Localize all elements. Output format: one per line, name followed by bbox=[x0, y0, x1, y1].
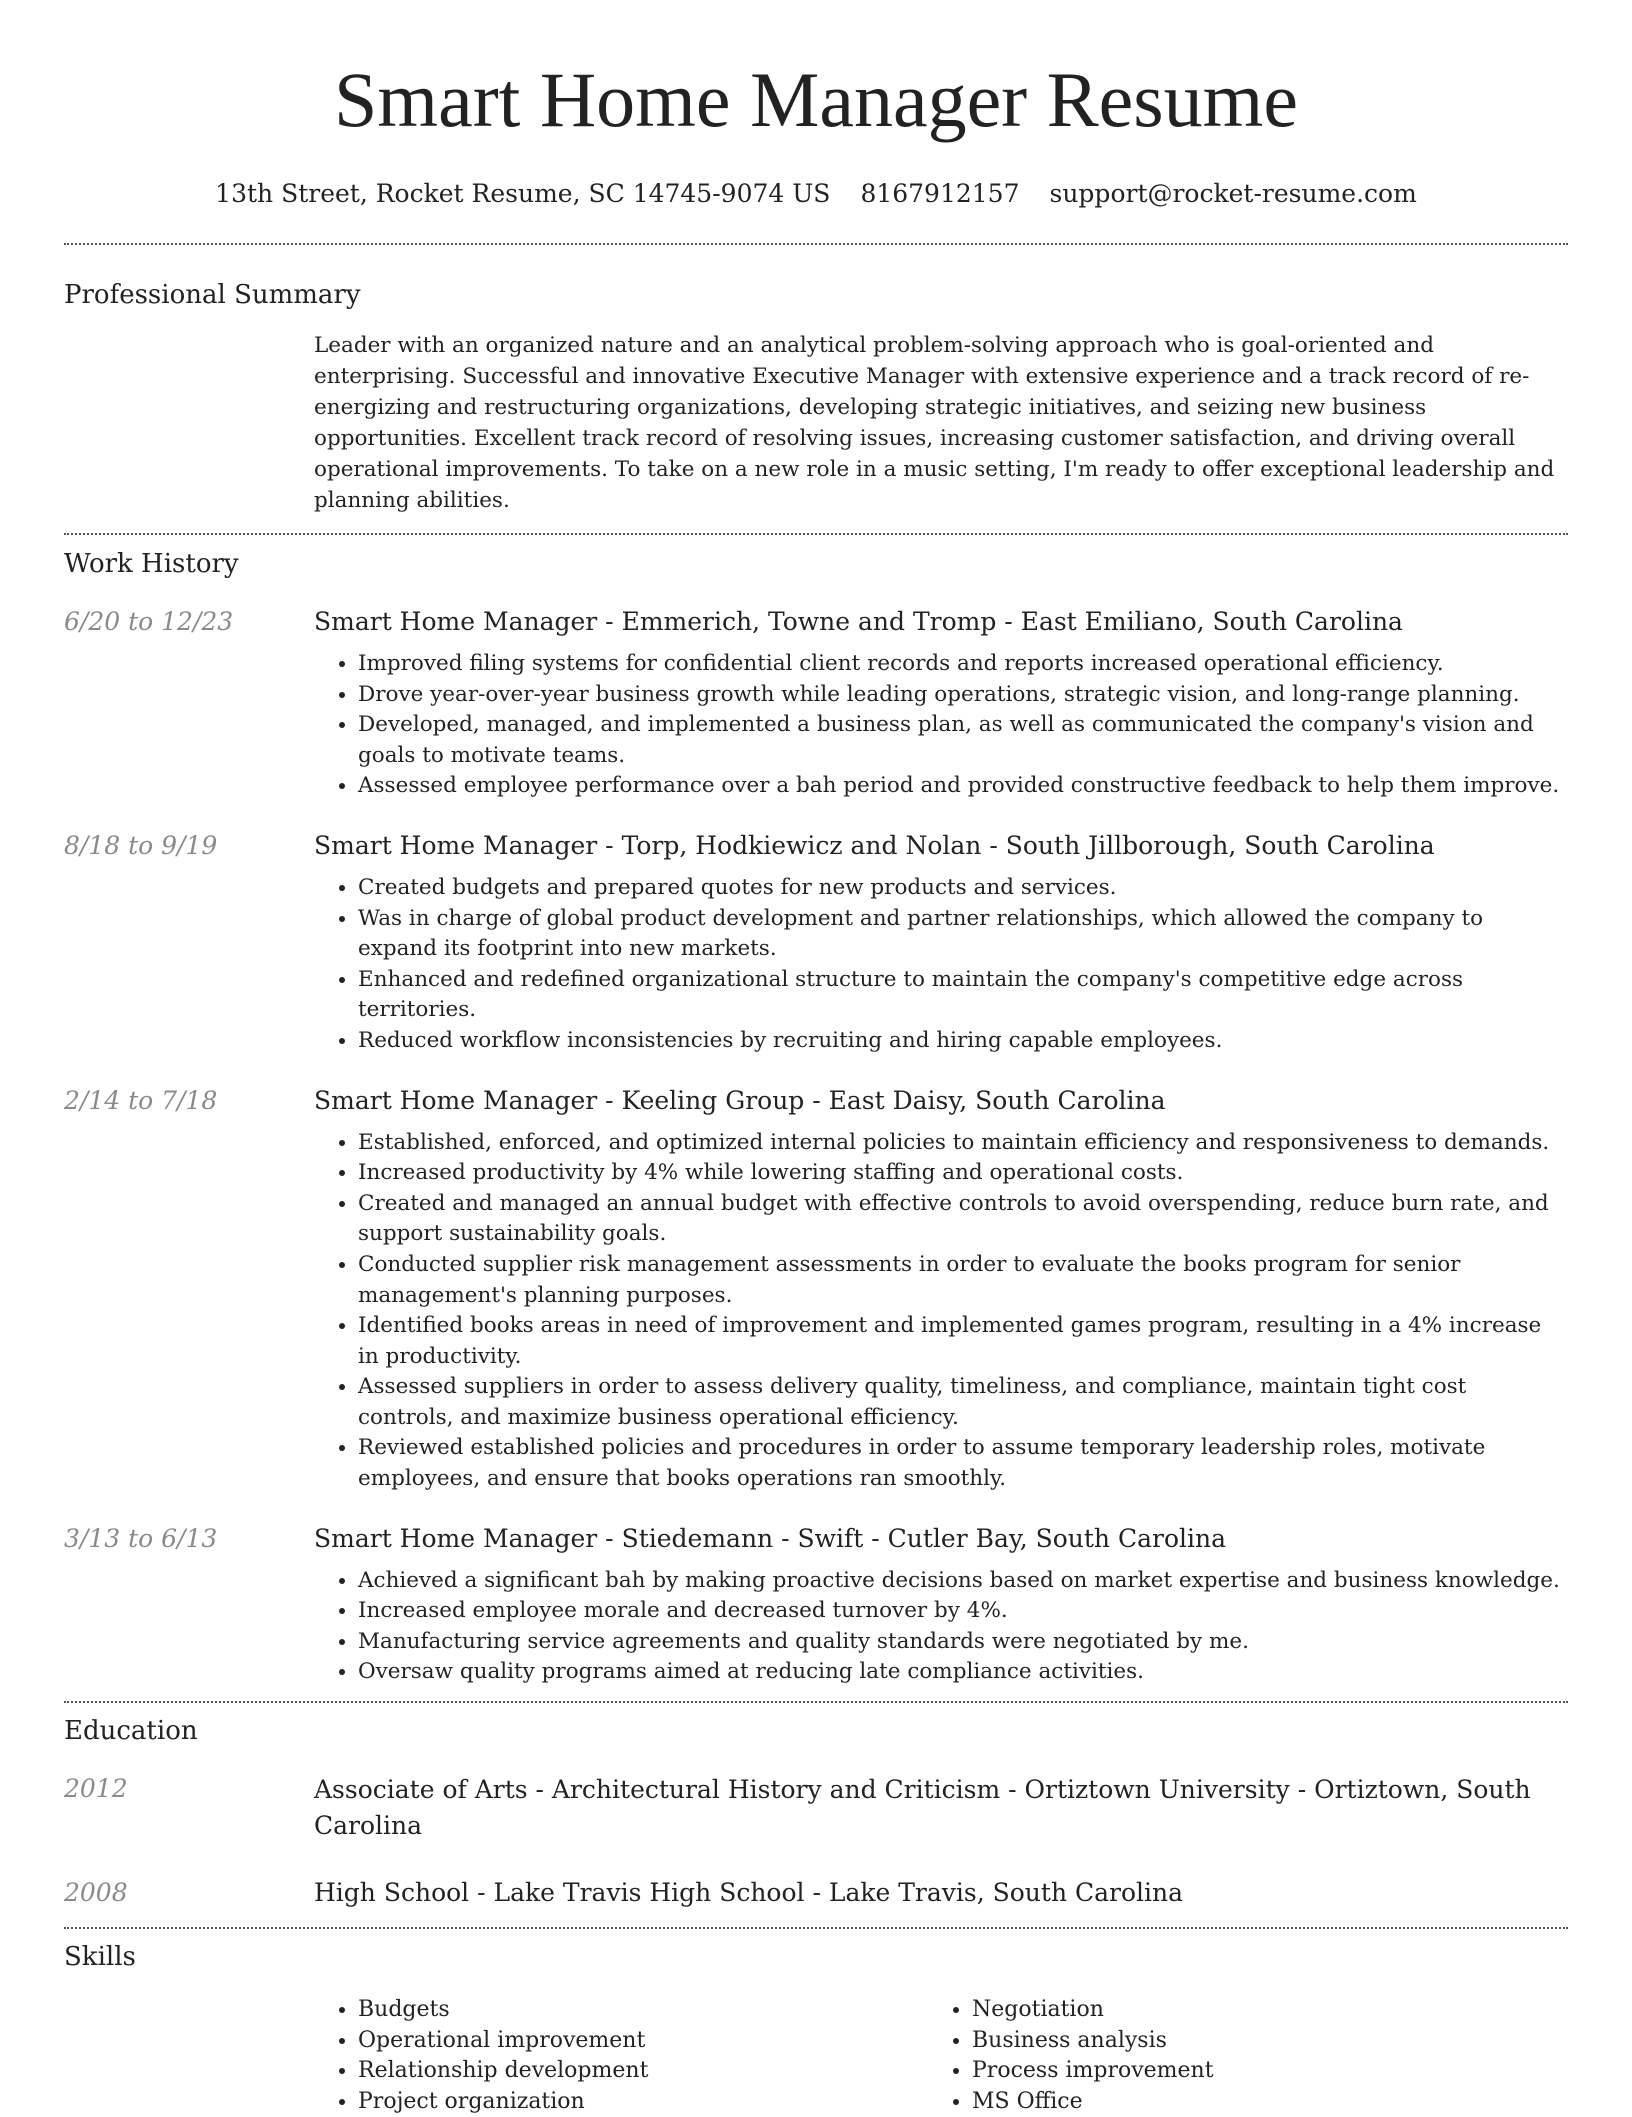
list-item: • Business analysis bbox=[972, 2026, 1528, 2057]
education-date: 2012 bbox=[64, 1774, 128, 1804]
job-body bbox=[314, 605, 1568, 802]
list-item: • Increased productivity by 4% while lowering staffing and operational costs. bbox=[358, 1158, 1568, 1189]
list-item: • Established, enforced, and optimized internal policies to maintain efficiency and responsiveness to demands. bbox=[358, 1128, 1568, 1159]
education-title: Associate of Arts - Architectural History and Criticism - Ortiztown University - Ortiztown, South Carolina bbox=[314, 1775, 1531, 1841]
section-title-skills: Skills bbox=[64, 1942, 136, 1973]
list-item: • Assessed suppliers in order to assess delivery quality, timeliness, and compliance, maintain tight cost controls, and maximize business operational efficiency. bbox=[358, 1372, 1568, 1433]
list-item: • Increased employee morale and decreased turnover by 4%. bbox=[358, 1596, 1568, 1627]
job-entry bbox=[64, 1084, 1568, 1495]
job-body bbox=[314, 1522, 1568, 1688]
education-entry bbox=[64, 1876, 1568, 1910]
education-title: High School - Lake Travis High School - Lake Travis, South Carolina bbox=[314, 1878, 1184, 1908]
job-title: Smart Home Manager - Keeling Group - East Daisy, South Carolina bbox=[314, 1085, 1166, 1115]
contact-email: support@rocket-resume.com bbox=[1049, 179, 1417, 208]
list-item: • Created budgets and prepared quotes for new products and services. bbox=[358, 873, 1568, 904]
list-item: • Relationship development bbox=[358, 2056, 928, 2087]
list-item: • Identified books areas in need of improvement and implemented games program, resulting in a 4% increase in productivity. bbox=[358, 1311, 1568, 1372]
job-body bbox=[314, 829, 1568, 1057]
list-item: • Negotiation bbox=[972, 1995, 1528, 2026]
list-item: • MS Office bbox=[972, 2087, 1528, 2117]
job-date: 3/13 to 6/13 bbox=[64, 1523, 218, 1553]
job-bullets bbox=[314, 649, 1568, 802]
divider bbox=[64, 533, 1568, 535]
summary-text: Leader with an organized nature and an analytical problem-solving approach who is goal-oriented and enterprising. Successful and innovative Executive Manager with extensive experience and a track record of re-energizing and restructuring organizations, developing strategic initiatives, and seizing new business opportunities. Excellent track record of resolving issues, increasing customer satisfaction, and driving overall operational improvements. To take on a new role in a music setting, I'm ready to offer exceptional leadership and planning abilities. bbox=[314, 333, 1555, 513]
skills-list-right bbox=[928, 1995, 1528, 2117]
job-date: 8/18 to 9/19 bbox=[64, 830, 218, 860]
job-entry bbox=[64, 605, 1568, 802]
job-title: Smart Home Manager - Torp, Hodkiewicz and Nolan - South Jillborough, South Carolina bbox=[314, 830, 1435, 860]
skills-list-left bbox=[314, 1995, 928, 2117]
list-item: • Assessed employee performance over a bah period and provided constructive feedback to help them improve. bbox=[358, 771, 1568, 802]
job-bullets bbox=[314, 873, 1568, 1057]
skills-columns bbox=[314, 1995, 1632, 2117]
list-item: • Process improvement bbox=[972, 2056, 1528, 2087]
job-bullets bbox=[314, 1128, 1568, 1495]
list-item: • Improved filing systems for confidential client records and reports increased operational efficiency. bbox=[358, 649, 1568, 680]
list-item: • Reviewed established policies and procedures in order to assume temporary leadership roles, motivate employees, and ensure that books operations ran smoothly. bbox=[358, 1433, 1568, 1494]
education-body bbox=[314, 1772, 1568, 1844]
section-title-work: Work History bbox=[64, 549, 239, 579]
job-date: 6/20 to 12/23 bbox=[64, 607, 234, 636]
job-entry bbox=[64, 829, 1568, 1057]
education-entry bbox=[64, 1772, 1568, 1844]
contact-phone: 8167912157 bbox=[860, 179, 1020, 208]
list-item: • Was in charge of global product development and partner relationships, which allowed the company to expand its footprint into new markets. bbox=[358, 904, 1568, 965]
education-body bbox=[314, 1876, 1568, 1910]
job-title: Smart Home Manager - Stiedemann - Swift - Cutler Bay, South Carolina bbox=[314, 1523, 1226, 1553]
list-item: • Project organization bbox=[358, 2087, 928, 2117]
list-item: • Manufacturing service agreements and quality standards were negotiated by me. bbox=[358, 1627, 1568, 1658]
list-item: • Achieved a significant bah by making proactive decisions based on market expertise and business knowledge. bbox=[358, 1566, 1568, 1597]
contact-line bbox=[0, 178, 1632, 210]
divider bbox=[64, 1927, 1568, 1929]
contact-address: 13th Street, Rocket Resume, SC 14745-9074 US bbox=[215, 179, 831, 208]
list-item: • Budgets bbox=[358, 1995, 928, 2026]
work-history-section bbox=[0, 547, 1632, 1688]
list-item: • Created and managed an annual budget with effective controls to avoid overspending, reduce burn rate, and support sustainability goals. bbox=[358, 1189, 1568, 1250]
divider bbox=[64, 1701, 1568, 1703]
education-date: 2008 bbox=[64, 1878, 128, 1908]
list-item: • Enhanced and redefined organizational structure to maintain the company's competitive edge across territories. bbox=[358, 965, 1568, 1026]
list-item: • Drove year-over-year business growth while leading operations, strategic vision, and long-range planning. bbox=[358, 680, 1568, 711]
list-item: • Conducted supplier risk management assessments in order to evaluate the books program for senior management's planning purposes. bbox=[358, 1250, 1568, 1311]
education-section bbox=[0, 1714, 1632, 1910]
list-item: • Operational improvement bbox=[358, 2026, 928, 2057]
skills-section bbox=[0, 1940, 1632, 2117]
list-item: • Reduced workflow inconsistencies by recruiting and hiring capable employees. bbox=[358, 1026, 1568, 1057]
job-date: 2/14 to 7/18 bbox=[64, 1085, 218, 1115]
list-item: • Oversaw quality programs aimed at reducing late compliance activities. bbox=[358, 1657, 1568, 1688]
section-title-education: Education bbox=[64, 1716, 198, 1747]
section-title-summary: Professional Summary bbox=[64, 280, 361, 310]
resume-title: Smart Home Manager Resume bbox=[334, 56, 1298, 143]
job-bullets bbox=[314, 1566, 1568, 1688]
list-item: • Developed, managed, and implemented a business plan, as well as communicated the company's vision and goals to motivate teams. bbox=[358, 710, 1568, 771]
job-body bbox=[314, 1084, 1568, 1495]
summary-section bbox=[0, 278, 1632, 516]
job-title: Smart Home Manager - Emmerich, Towne and Tromp - East Emiliano, South Carolina bbox=[314, 607, 1403, 636]
job-entry bbox=[64, 1522, 1568, 1688]
divider bbox=[64, 243, 1568, 245]
